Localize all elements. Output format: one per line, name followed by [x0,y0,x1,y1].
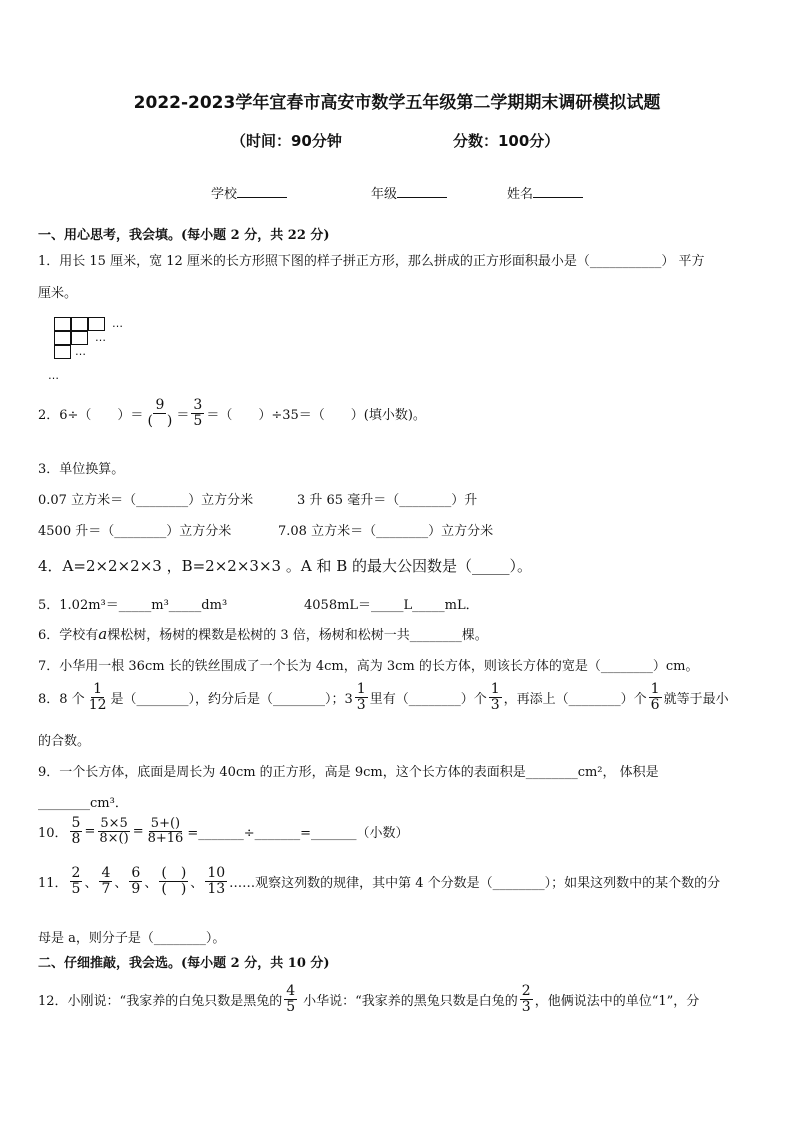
section-2-heading: 二、仔细推敲，我会选。(每小题 2 分，共 10 分) [38,956,330,971]
q6-text-b: 棵松树，杨树的棵数是松树的 3 倍，杨树和松树一共________棵。 [107,628,488,643]
question-5-part-2: 4058mL＝_____L_____mL． [304,598,479,613]
question-11-line-2: 母是 a，则分子是（________）。 [38,931,226,946]
tile [54,317,71,331]
question-3-item-2: 3 升 65 毫升＝（________）升 [297,493,478,508]
question-10: 10． $\frac{5}{8}$ = $\frac{5\times 5}{8\times()}$ = $\frac{5+()}{8+16}$ =_______÷_______=_______（小数） [38,815,409,847]
question-9-line-2: ________cm³． [38,796,128,811]
q8-fraction-1: $\frac{1}{12}$ [88,681,107,713]
q2-equals: ＝ [176,407,190,423]
ellipsis-dots: … [112,317,123,330]
question-11-line-1: 11． $\frac{2}{5}$ 、 $\frac{4}{7}$ 、 $\frac{6}{9}$ 、 $\frac{( )}{( )}$ 、 $\frac{10}{13}$ ……观察这列数的规律，其中第 4 个分数是（________）；如果这列数中的某个数的分 [38,865,721,897]
q11-fraction-2: $\frac{4}{7}$ [101,865,111,897]
q10-fraction-1: $\frac{5}{8}$ [71,815,81,847]
question-3-item-3: 4500 升＝（________）立方分米 [38,524,232,539]
question-6 [38,624,488,643]
ellipsis-dots: … [48,369,59,382]
q8-fraction-3: $\frac{1}{3}$ [490,681,500,713]
question-9-line-1: 9．一个长方体，底面是周长为 40cm 的正方形，高是 9cm，这个长方体的表面积是________cm²， 体积是 [38,765,659,780]
ellipsis-dots: … [75,345,86,358]
q11-fraction-4[interactable]: $\frac{( )}{( )}$ [161,865,187,897]
school-label: 学校 [211,187,238,202]
q6-text-a: 6．学校有 [38,628,99,643]
question-1-line-1 [38,250,705,269]
q12-fraction-1: $\frac{4}{5}$ [286,983,296,1015]
name-label: 姓名 [507,187,534,202]
q10-fraction-3: $\frac{5+()}{8+16}$ [147,816,184,846]
question-12: 12．小刚说：“我家养的白兔只数是黑兔的 $\frac{4}{5}$ 小华说：“我家养的黑兔只数是白兔的 $\frac{2}{3}$ ，他俩说法中的单位“1”，分 [38,983,700,1015]
ellipsis-dots: … [95,331,106,344]
question-2 [38,398,426,428]
q10-fraction-2: $\frac{5\times 5}{8\times()}$ [99,816,129,846]
school-field [211,183,287,202]
name-field [507,183,583,202]
page-title: 2022-2023学年宜春市高安市数学五年级第二学期期末调研模拟试题 [133,93,661,113]
q8-fraction-2: $\frac{1}{3}$ [356,681,366,713]
question-3-title: 3．单位换算。 [38,462,125,477]
q2-fraction-2: $\frac{3}{5}$ [193,397,203,429]
question-4: 4．A=2×2×2×3 ，B=2×2×3×3 。A 和 B 的最大公因数是（_____）。 [38,557,532,575]
q11-fraction-5: $\frac{10}{13}$ [207,865,226,897]
q1-text-a: 1．用长 15 厘米，宽 12 厘米的长方形照下图的样子拼正方形，那么拼成的正方形面积最小是（ [38,254,590,269]
q11-fraction-1: $\frac{2}{5}$ [71,865,81,897]
q1-answer-blank[interactable]: ___________ [589,254,662,269]
q1-text-b: ） 平方 [661,254,705,269]
tile [54,331,71,345]
q8-fraction-4: $\frac{1}{6}$ [650,681,660,713]
exam-score: 分数：100分） [453,132,560,150]
q2-prefix: 2．6÷（ ）＝ [38,407,144,423]
question-3-item-1: 0.07 立方米＝（________）立方分米 [38,493,254,508]
question-3-item-4: 7.08 立方米＝（________）立方分米 [278,524,494,539]
question-7: 7．小华用一根 36cm 长的铁丝围成了一个长为 4cm，高为 3cm 的长方体，则该长方体的宽是（________）cm。 [38,659,699,674]
tile [71,331,88,345]
q2-denominator-blank[interactable]: ( ) [147,412,173,429]
q2-suffix: ＝（ ）÷35＝（ ）(填小数)。 [206,407,426,423]
q6-variable: a [98,625,108,643]
name-blank[interactable] [533,184,583,198]
grade-label: 年级 [371,187,398,202]
question-8-line-2: 的合数。 [38,734,91,749]
grade-blank[interactable] [397,184,447,198]
grade-field [371,183,447,202]
q11-fraction-3: $\frac{6}{9}$ [131,865,141,897]
exam-time: （时间：90分钟 [231,132,342,150]
question-1-line-2: 厘米。 [38,286,78,301]
question-8-line-1: 8．8 个 $\frac{1}{12}$ 是（________），约分后是（________）；3 $\frac{1}{3}$ 里有（________）个 $\frac{1}{3}$ ，再添上（________）个 $\frac{1}{6}$ 就等于最小 [38,681,729,713]
tile [54,345,71,359]
q2-fraction-1: $\frac{9}{( )}$ [147,397,173,429]
school-blank[interactable] [237,184,287,198]
tile [88,317,105,331]
section-1-heading: 一、用心思考，我会填。(每小题 2 分，共 22 分) [38,228,330,243]
q12-fraction-2: $\frac{2}{3}$ [521,983,531,1015]
question-5-part-1: 5．1.02m³＝_____m³_____dm³ [38,598,228,613]
tile [71,317,88,331]
